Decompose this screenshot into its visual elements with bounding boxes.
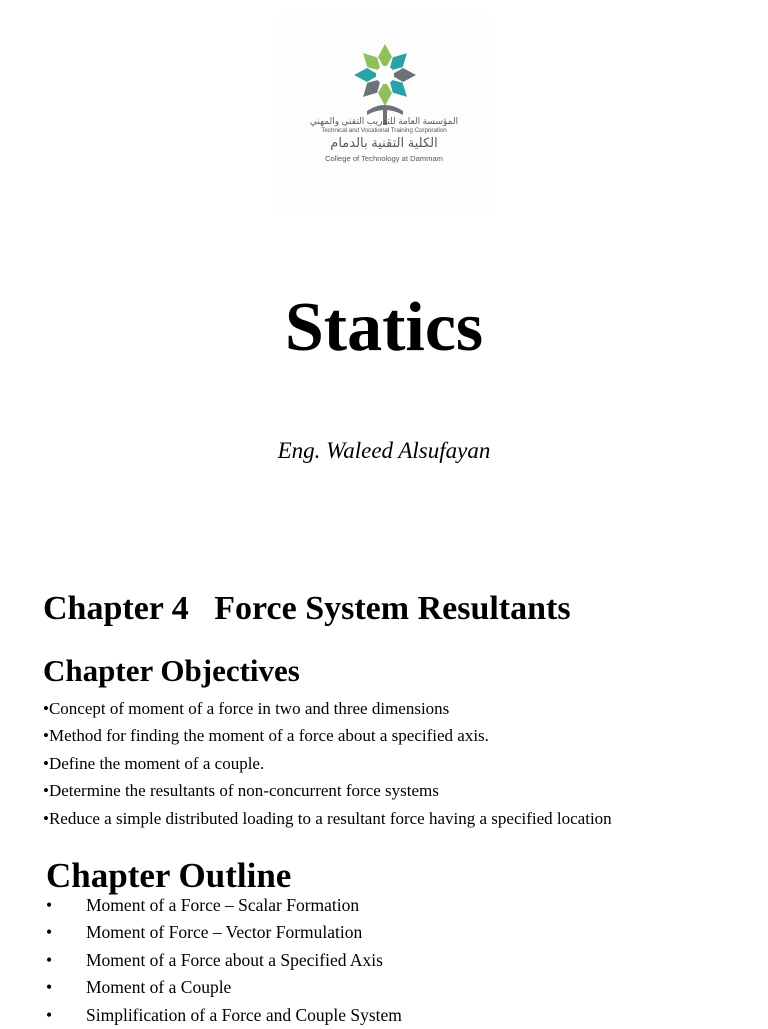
objectives-list — [43, 695, 612, 832]
objective-item: •Method for finding the moment of a force about a specified axis. — [43, 726, 489, 746]
outline-item — [46, 947, 402, 974]
outline-item-label: Moment of a Force – Scalar Formation — [86, 895, 360, 915]
outline-heading: Chapter Outline — [46, 856, 292, 895]
objective-item: •Reduce a simple distributed loading to a resultant force having a specified location — [43, 808, 612, 828]
outline-item-label: Moment of Force – Vector Formulation — [86, 922, 363, 943]
bullet-icon: • — [46, 895, 53, 915]
college-logo — [278, 14, 490, 212]
objective-item: •Determine the resultants of non-concurrent force systems — [43, 781, 439, 801]
bullet-icon: • — [46, 1004, 53, 1025]
org-arabic-name: المؤسسة العامة للتدريب التقني والمهني — [309, 116, 459, 126]
outline-item — [46, 919, 402, 946]
bullet-icon: • — [46, 949, 53, 970]
outline-item — [46, 1002, 402, 1029]
bullet-icon: • — [46, 977, 53, 998]
outline-item — [46, 974, 402, 1001]
objectives-heading: Chapter Objectives — [43, 653, 300, 688]
objective-item: •Concept of moment of a force in two and three dimensions — [43, 699, 450, 718]
emblem-petal — [391, 68, 416, 82]
document-title: Statics — [284, 289, 484, 366]
objective-item: •Define the moment of a couple. — [43, 753, 265, 773]
emblem-petal — [378, 44, 392, 69]
chapter-heading: Chapter 4 Force System Resultants — [43, 590, 571, 627]
college-arabic-name: الكلية التقنية بالدمام — [330, 135, 438, 150]
bullet-icon: • — [46, 922, 53, 943]
emblem-petal — [378, 81, 392, 106]
outline-item — [46, 892, 402, 919]
outline-item-label: Moment of a Couple — [86, 977, 232, 998]
outline-item-label: Simplification of a Force and Couple System — [86, 1004, 402, 1025]
org-english-name: Technical and Vocational Training Corporation — [321, 127, 447, 134]
outline-item-label: Moment of a Force about a Specified Axis — [86, 949, 383, 970]
author-name: Eng. Waleed Alsufayan — [277, 438, 491, 463]
college-english-name: College of Technology at Dammam — [324, 154, 444, 163]
emblem-petal — [354, 68, 379, 82]
outline-list — [46, 892, 402, 1029]
